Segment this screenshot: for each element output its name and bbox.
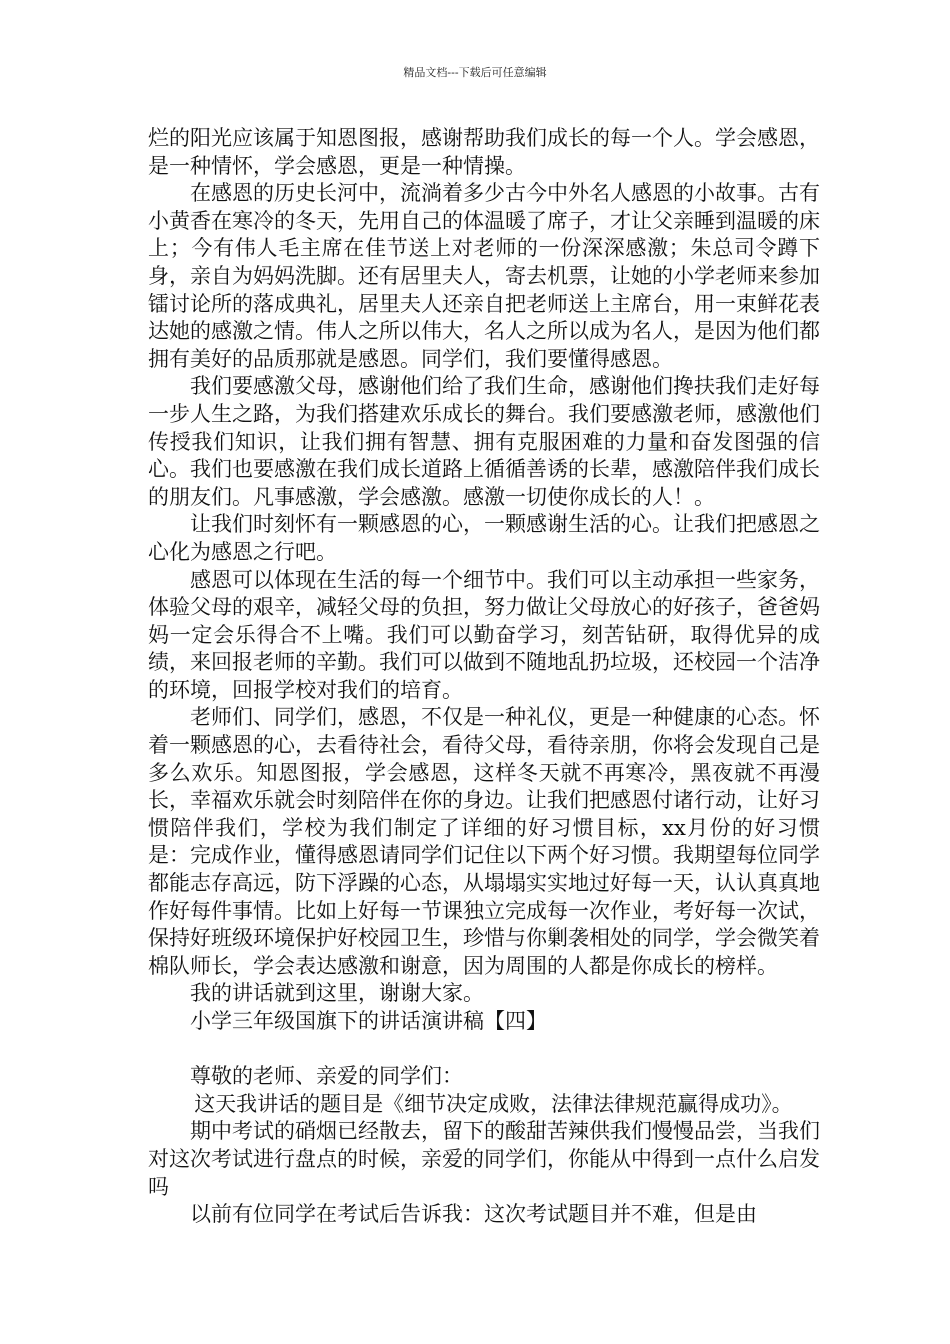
- paragraph-topic: 这天我讲话的题目是《细节决定成败，法律法律规范赢得成功》。: [194, 1091, 793, 1116]
- paragraph-healthy-mindset: 老师们、同学们，感恩，不仅是一种礼仪，更是一种健康的心态。怀着一颗感恩的心，去看待社会，看待父母，看待亲朋，你将会发现自己是多么欢乐。知恩图报，学会感恩，这样冬天就不再寒冷，黑夜就不再漫长，幸福欢乐就会时刻陪伴在你的身边。让我们把感恩付诸行动，让好习惯陪伴我们，学校为我们制定了详细的好习惯目标，xx月份的好习惯是：完成作业，懂得感恩请同学们记住以下两个好习惯。我期望每位同学都能志存高远，防下浮躁的心态，从塌塌实实地过好每一天，认认真真地作好每件事情。比如上好每一节课独立完成每一次作业，考好每一次试，保持好班级环境保护好校园卫生，珍惜与你剿袭相处的同学，学会微笑着棉队师长，学会表达感激和谢意，因为周围的人都是你成长的榜样。: [148, 705, 820, 978]
- paragraph-midterm: 期中考试的硝烟已经散去，留下的酸甜苦辣供我们慢慢品尝，当我们对这次考试进行盘点的时候，亲爱的同学们，你能从中得到一点什么启发吗: [148, 1119, 820, 1199]
- paragraph-famous-stories: 在感恩的历史长河中，流淌着多少古今中外名人感恩的小故事。古有小黄香在寒冷的冬天，先用自己的体温暖了席子，才让父亲睡到温暖的床上；今有伟人毛主席在佳节送上对老师的一份深深感激；朱总司令蹲下身，亲自为妈妈洗脚。还有居里夫人，寄去机票，让她的小学老师来参加镭讨论所的落成典礼，居里夫人还亲自把老师送上主席台，用一束鲜花表达她的感激之情。伟人之所以伟大，名人之所以成为名人，是因为他们都拥有美好的品质那就是感恩。同学们，我们要懂得感恩。: [148, 181, 820, 371]
- section-heading: 小学三年级国旗下的讲话演讲稿【四】: [190, 1009, 547, 1033]
- document-body: [148, 125, 820, 1229]
- paragraph-grateful-heart: 让我们时刻怀有一颗感恩的心，一颗感谢生活的心。让我们把感恩之心化为感恩之行吧。: [148, 512, 820, 564]
- paragraph-student-remark: 以前有位同学在考试后告诉我：这次考试题目并不难，但是由: [190, 1202, 757, 1227]
- paragraph-continuation: 烂的阳光应该属于知恩图报，感谢帮助我们成长的每一个人。学会感恩，是一种情怀，学会感恩，更是一种情操。: [148, 126, 820, 178]
- paragraph-thank-parents: 我们要感激父母，感谢他们给了我们生命，感谢他们搀扶我们走好每一步人生之路，为我们搭建欢乐成长的舞台。我们要感激老师，感激他们传授我们知识，让我们拥有智慧、拥有克服困难的力量和奋发图强的信心。我们也要感激在我们成长道路上循循善诱的长辈，感激陪伴我们成长的朋友们。凡事感激，学会感激。感激一切使你成长的人！。: [148, 374, 820, 509]
- page-header: 精品文档---下载后可任意编辑: [403, 66, 547, 79]
- paragraph-greeting: 尊敬的老师、亲爱的同学们：: [190, 1064, 463, 1089]
- paragraph-closing: 我的讲话就到这里，谢谢大家。: [190, 981, 484, 1006]
- blank-line: [148, 1036, 820, 1064]
- paragraph-daily-details: 感恩可以体现在生活的每一个细节中。我们可以主动承担一些家务，体验父母的艰辛，减轻父母的负担，努力做让父母放心的好孩子，爸爸妈妈一定会乐得合不上嘴。我们可以勤奋学习，刻苦钻研，取得优异的成绩，来回报老师的辛勤。我们可以做到不随地乱扔垃圾，还校园一个洁净的环境，回报学校对我们的培育。: [148, 567, 820, 702]
